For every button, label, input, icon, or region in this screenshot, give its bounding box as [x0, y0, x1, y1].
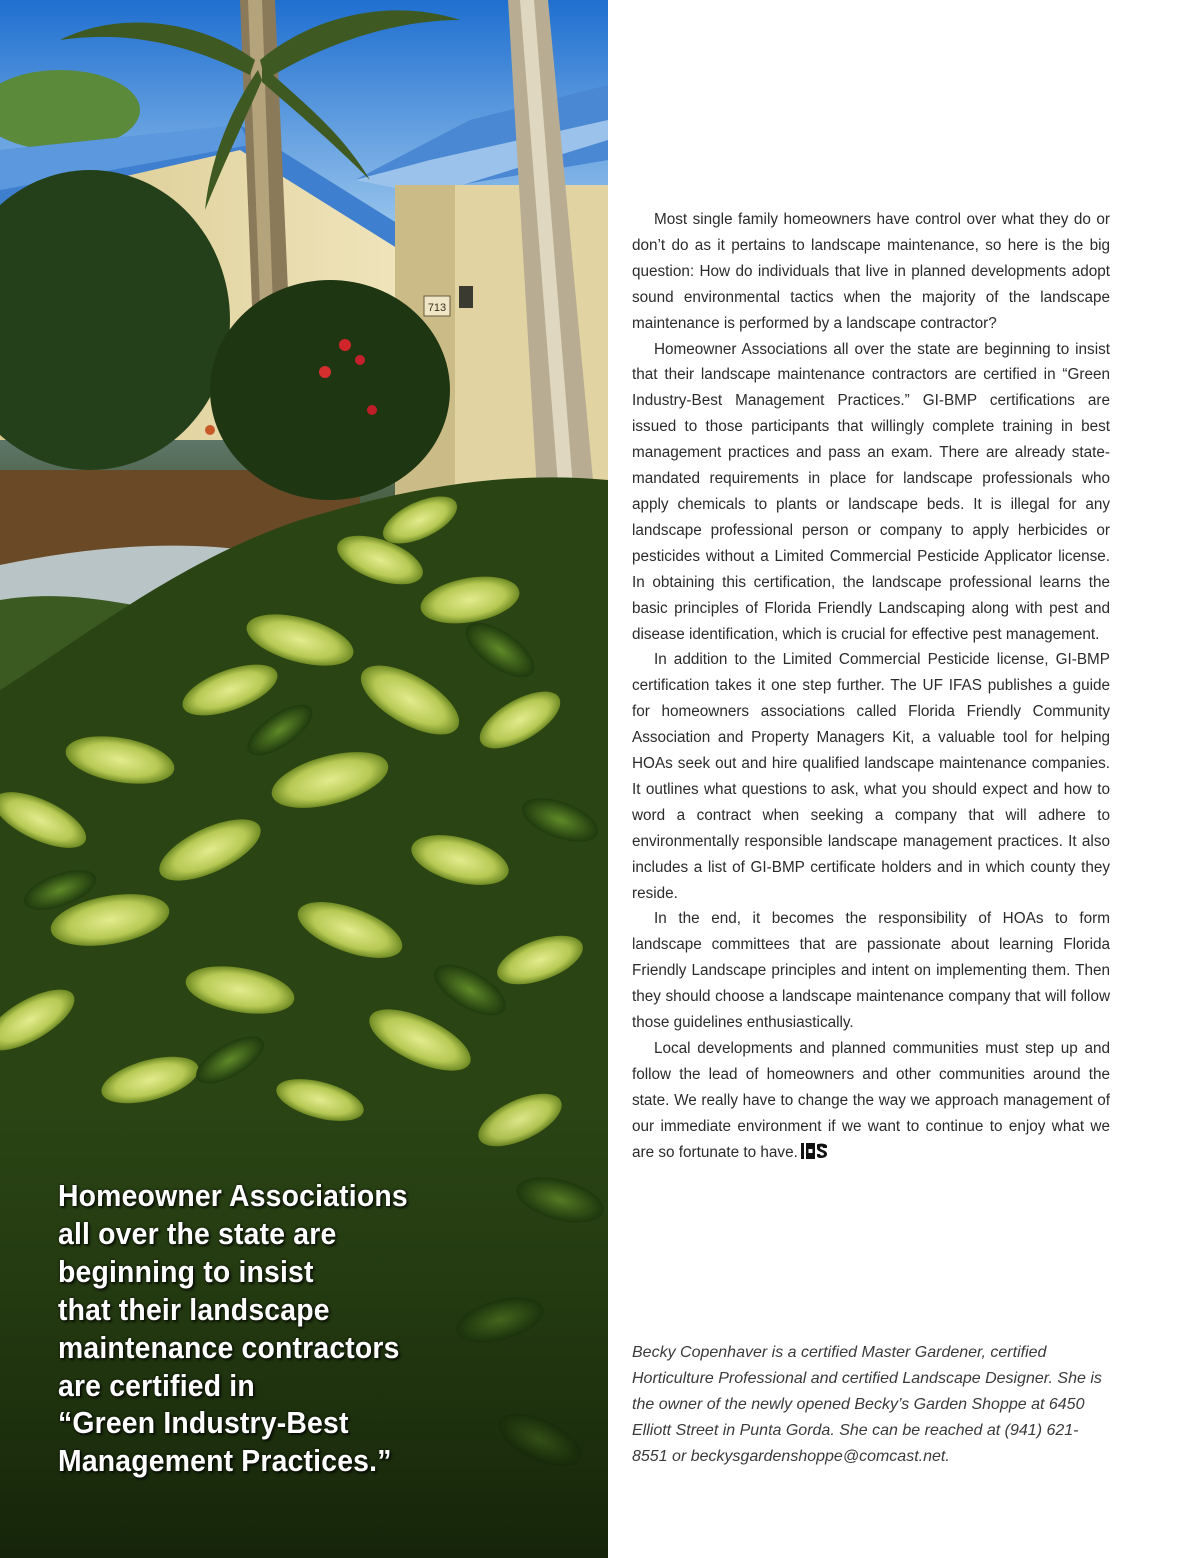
pull-quote-line: all over the state are [58, 1216, 337, 1251]
pull-quote-line: that their landscape [58, 1292, 330, 1327]
article-paragraph: In addition to the Limited Commercial Pesticide license, GI-BMP certification takes it one step further. The UF IFAS publishes a guide for homeowners associations called Florida Friendly Community Association and Property Managers Kit, a valuable tool for helping HOAs seek out and hire qualified landscape maintenance companies. It outlines what questions to ask, what you should expect and how to word a contract when seeking a company that will adhere to environmentally responsible landscape management practices. It also includes a list of GI-BMP certificate holders and in which county they reside. [632, 651, 1110, 902]
article-paragraph: Homeowner Associations all over the state are beginning to insist that their landscape maintenance contractors are certified in “Green Industry-Best Management Practices.” GI-BMP certifications are issued to those participants that willingly complete training in best management practices and pass an exam. There are already state-mandated requirements in place for landscape professionals who apply chemicals to plants or landscape beds. It is illegal for any landscape professional person or company to apply herbicides or pesticides without a Limited Commercial Pesticide Applicator license. In obtaining this certification, the landscape professional learns the basic principles of Florida Friendly Landscaping along with pest and disease identification, which is crucial for effective pest management. [632, 340, 1110, 643]
pull-quote-line: “Green Industry-Best [58, 1406, 349, 1441]
article-paragraph: Most single family homeowners have control over what they do or don’t do as it pertains to landscape maintenance, so here is the big question: How do individuals that live in planned developments adopt sound environmental tactics when the majority of the landscape maintenance is performed by a landscape contractor? [632, 211, 1110, 332]
pull-quote [58, 1178, 449, 1481]
article-paragraph-last [632, 1036, 1110, 1166]
article-body [632, 207, 1110, 1166]
author-bio: Becky Copenhaver is a certified Master Gardener, certified Horticulture Professional and certified Landscape Designer. She is the owner of the newly opened Becky’s Garden Shoppe at 6450 Elliott Street in Punta Gorda. She can be reached at (941) 621-8551 or beckysgardenshoppe@comcast.net. [632, 1344, 1102, 1465]
article-paragraph: In the end, it becomes the responsibility of HOAs to form landscape committees that are passionate about learning Florida Friendly Landscape principles and intent on implementing them. Then they should choose a landscape maintenance company that will follow those guidelines enthusiastically. [632, 910, 1110, 1032]
pull-quote-line: beginning to insist [58, 1254, 314, 1289]
house-number: 713 [427, 302, 447, 314]
magazine-end-mark-icon [801, 1143, 827, 1159]
article-paragraph: Local developments and planned communities must step up and follow the lead of homeowners and other communities around the state. We really have to change the way we approach management of our immediate environment if we want to continue to enjoy what we are so fortunate to have. [632, 1040, 1110, 1161]
pull-quote-line: are certified in [58, 1368, 255, 1403]
pull-quote-line: Management Practices.” [58, 1444, 392, 1479]
pull-quote-line: Homeowner Associations [58, 1179, 408, 1213]
pull-quote-line: maintenance contractors [58, 1330, 400, 1365]
